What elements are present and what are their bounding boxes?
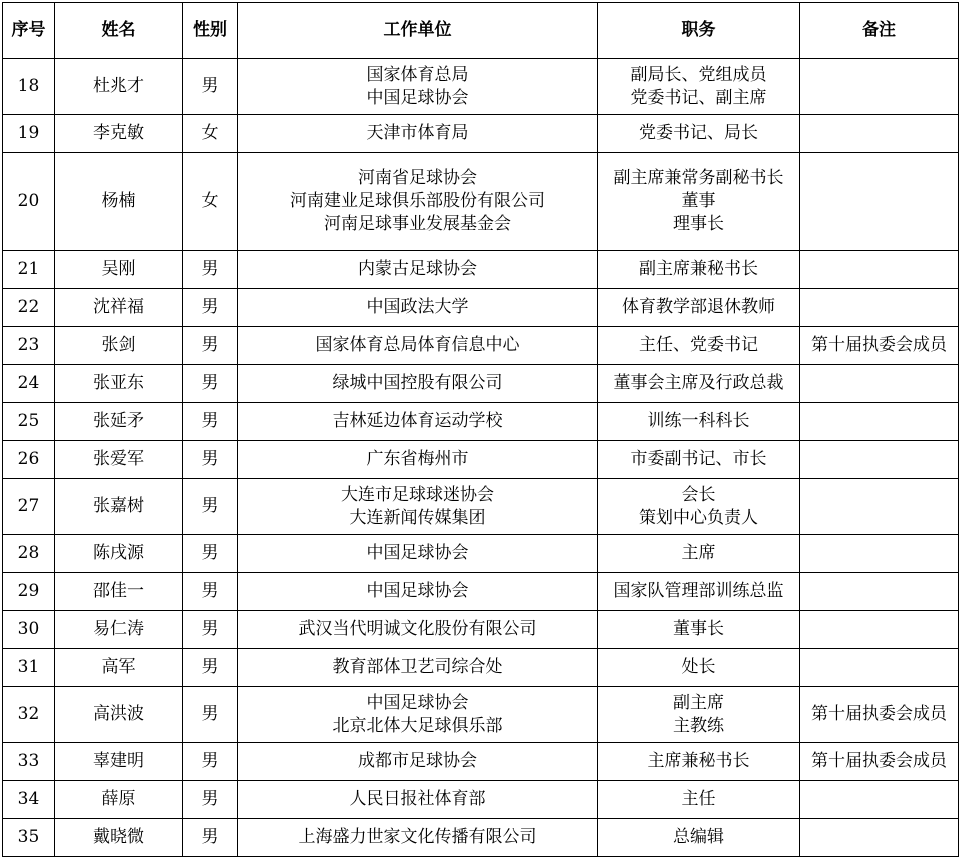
cell-unit xyxy=(238,365,598,403)
cell-note xyxy=(800,115,959,153)
cell-position-line: 市委副书记、市长 xyxy=(630,449,767,469)
cell-gender: 男 xyxy=(183,289,238,327)
cell-position-line: 主任、党委书记 xyxy=(639,335,758,355)
cell-gender: 男 xyxy=(183,781,238,819)
cell-note xyxy=(800,153,959,251)
cell-position-line: 处长 xyxy=(681,657,716,677)
cell-gender: 男 xyxy=(183,327,238,365)
cell-unit-line: 国家体育总局体育信息中心 xyxy=(315,335,520,355)
cell-no: 28 xyxy=(3,535,55,573)
cell-name: 张嘉树 xyxy=(55,479,183,535)
cell-unit xyxy=(238,327,598,365)
table-row xyxy=(3,611,959,649)
cell-no: 29 xyxy=(3,573,55,611)
table-row xyxy=(3,153,959,251)
cell-unit-line: 绿城中国控股有限公司 xyxy=(332,373,503,393)
table-row xyxy=(3,687,959,743)
cell-unit-line: 北京北体大足球俱乐部 xyxy=(332,715,503,736)
cell-gender: 男 xyxy=(183,535,238,573)
cell-unit xyxy=(238,687,598,743)
header-name: 姓名 xyxy=(55,3,183,59)
table-body xyxy=(3,59,959,857)
cell-unit xyxy=(238,441,598,479)
cell-position xyxy=(598,649,800,687)
cell-unit-line: 广东省梅州市 xyxy=(366,449,469,469)
cell-unit-line: 河南建业足球俱乐部股份有限公司 xyxy=(290,191,545,211)
cell-position-line: 党委书记、局长 xyxy=(639,123,758,143)
cell-position-line: 体育教学部退休教师 xyxy=(622,297,775,317)
cell-no: 27 xyxy=(3,479,55,535)
table-row xyxy=(3,743,959,781)
cell-unit-line: 中国政法大学 xyxy=(366,297,469,317)
cell-gender: 男 xyxy=(183,403,238,441)
cell-position-line: 党委书记、副主席 xyxy=(630,87,767,108)
cell-note xyxy=(800,649,959,687)
table-row xyxy=(3,59,959,115)
cell-name: 易仁涛 xyxy=(55,611,183,649)
cell-unit-line: 成都市足球协会 xyxy=(358,751,477,771)
cell-no: 19 xyxy=(3,115,55,153)
cell-gender: 女 xyxy=(183,153,238,251)
cell-position-line: 训练一科科长 xyxy=(647,411,750,431)
cell-gender: 男 xyxy=(183,649,238,687)
cell-no: 34 xyxy=(3,781,55,819)
cell-position xyxy=(598,153,800,251)
cell-unit-line: 中国足球协会 xyxy=(366,581,469,601)
cell-unit-line: 天津市体育局 xyxy=(366,123,469,143)
cell-position-line: 理事长 xyxy=(673,214,724,234)
member-table xyxy=(2,2,959,857)
cell-note: 第十届执委会成员 xyxy=(800,687,959,743)
cell-gender: 男 xyxy=(183,59,238,115)
cell-unit xyxy=(238,403,598,441)
cell-note xyxy=(800,365,959,403)
cell-position xyxy=(598,611,800,649)
header-no: 序号 xyxy=(3,3,55,59)
header-row xyxy=(3,3,959,59)
cell-position-line: 总编辑 xyxy=(673,827,724,847)
cell-unit xyxy=(238,59,598,115)
cell-name: 张延矛 xyxy=(55,403,183,441)
cell-unit xyxy=(238,289,598,327)
cell-note xyxy=(800,251,959,289)
cell-gender: 男 xyxy=(183,687,238,743)
cell-note xyxy=(800,441,959,479)
cell-no: 22 xyxy=(3,289,55,327)
cell-name: 沈祥福 xyxy=(55,289,183,327)
cell-name: 高军 xyxy=(55,649,183,687)
cell-note xyxy=(800,535,959,573)
cell-note xyxy=(800,781,959,819)
cell-unit-line: 河南省足球协会 xyxy=(358,168,477,188)
cell-position xyxy=(598,535,800,573)
cell-gender: 男 xyxy=(183,479,238,535)
cell-note xyxy=(800,289,959,327)
cell-unit-line: 国家体育总局 xyxy=(366,64,469,85)
cell-position-line: 副局长、党组成员 xyxy=(630,64,767,85)
table-row xyxy=(3,819,959,857)
cell-name: 杨楠 xyxy=(55,153,183,251)
header-gender: 性别 xyxy=(183,3,238,59)
cell-no: 30 xyxy=(3,611,55,649)
cell-no: 24 xyxy=(3,365,55,403)
cell-unit xyxy=(238,479,598,535)
table-row xyxy=(3,251,959,289)
table-row xyxy=(3,535,959,573)
cell-note xyxy=(800,819,959,857)
cell-position xyxy=(598,687,800,743)
cell-gender: 男 xyxy=(183,743,238,781)
cell-name: 张剑 xyxy=(55,327,183,365)
cell-name: 薛原 xyxy=(55,781,183,819)
cell-position-line: 董事 xyxy=(681,191,716,211)
table-row xyxy=(3,573,959,611)
cell-no: 31 xyxy=(3,649,55,687)
table-row xyxy=(3,403,959,441)
cell-note xyxy=(800,573,959,611)
cell-position xyxy=(598,441,800,479)
cell-unit-line: 内蒙古足球协会 xyxy=(358,259,477,279)
cell-name: 陈戌源 xyxy=(55,535,183,573)
cell-name: 戴晓微 xyxy=(55,819,183,857)
cell-unit xyxy=(238,251,598,289)
cell-position xyxy=(598,743,800,781)
cell-position xyxy=(598,479,800,535)
cell-unit-line: 中国足球协会 xyxy=(366,692,469,713)
cell-no: 21 xyxy=(3,251,55,289)
header-unit: 工作单位 xyxy=(238,3,598,59)
cell-unit xyxy=(238,535,598,573)
cell-unit-line: 武汉当代明诚文化股份有限公司 xyxy=(298,619,537,639)
cell-position-line: 副主席 xyxy=(673,692,724,713)
cell-unit xyxy=(238,573,598,611)
cell-unit-line: 中国足球协会 xyxy=(366,543,469,563)
cell-note xyxy=(800,479,959,535)
table-row xyxy=(3,441,959,479)
cell-unit xyxy=(238,743,598,781)
cell-unit xyxy=(238,649,598,687)
cell-no: 26 xyxy=(3,441,55,479)
cell-no: 18 xyxy=(3,59,55,115)
cell-unit-line: 上海盛力世家文化传播有限公司 xyxy=(298,827,537,847)
cell-position xyxy=(598,115,800,153)
cell-no: 25 xyxy=(3,403,55,441)
cell-position xyxy=(598,327,800,365)
cell-no: 23 xyxy=(3,327,55,365)
cell-name: 吴刚 xyxy=(55,251,183,289)
cell-position xyxy=(598,251,800,289)
cell-position-line: 主任 xyxy=(681,789,716,809)
cell-no: 20 xyxy=(3,153,55,251)
cell-position-line: 国家队管理部训练总监 xyxy=(613,581,784,601)
cell-no: 32 xyxy=(3,687,55,743)
cell-position xyxy=(598,365,800,403)
cell-name: 杜兆才 xyxy=(55,59,183,115)
cell-name: 辜建明 xyxy=(55,743,183,781)
table-row xyxy=(3,365,959,403)
cell-unit-line: 人民日报社体育部 xyxy=(349,789,486,809)
cell-position-line: 会长 xyxy=(681,484,716,505)
cell-unit xyxy=(238,115,598,153)
cell-unit-line: 中国足球协会 xyxy=(366,87,469,108)
cell-gender: 男 xyxy=(183,251,238,289)
cell-position-line: 主席 xyxy=(681,543,716,563)
cell-position-line: 董事长 xyxy=(673,619,724,639)
cell-gender: 男 xyxy=(183,573,238,611)
cell-position xyxy=(598,781,800,819)
cell-note: 第十届执委会成员 xyxy=(800,743,959,781)
cell-position-line: 副主席兼秘书长 xyxy=(639,259,758,279)
cell-unit-line: 大连新闻传媒集团 xyxy=(349,507,486,528)
cell-position xyxy=(598,59,800,115)
table-row xyxy=(3,479,959,535)
cell-gender: 女 xyxy=(183,115,238,153)
cell-unit xyxy=(238,153,598,251)
cell-unit-line: 吉林延边体育运动学校 xyxy=(332,411,503,431)
table-row xyxy=(3,649,959,687)
cell-unit-line: 教育部体卫艺司综合处 xyxy=(332,657,503,677)
cell-note xyxy=(800,403,959,441)
cell-unit-line: 河南足球事业发展基金会 xyxy=(324,214,511,234)
cell-unit xyxy=(238,781,598,819)
cell-note xyxy=(800,59,959,115)
table-row xyxy=(3,289,959,327)
cell-unit xyxy=(238,819,598,857)
header-note: 备注 xyxy=(800,3,959,59)
cell-gender: 男 xyxy=(183,441,238,479)
cell-no: 33 xyxy=(3,743,55,781)
cell-no: 35 xyxy=(3,819,55,857)
cell-position-line: 策划中心负责人 xyxy=(639,507,758,528)
cell-position xyxy=(598,573,800,611)
cell-name: 张爱军 xyxy=(55,441,183,479)
table-row xyxy=(3,781,959,819)
cell-position xyxy=(598,403,800,441)
table-row xyxy=(3,327,959,365)
cell-position-line: 主教练 xyxy=(673,715,724,736)
cell-gender: 男 xyxy=(183,819,238,857)
cell-note xyxy=(800,611,959,649)
cell-name: 张亚东 xyxy=(55,365,183,403)
cell-position xyxy=(598,289,800,327)
cell-unit-line: 大连市足球球迷协会 xyxy=(341,484,494,505)
cell-position-line: 董事会主席及行政总裁 xyxy=(613,373,784,393)
cell-unit xyxy=(238,611,598,649)
cell-position xyxy=(598,819,800,857)
table-row xyxy=(3,115,959,153)
header-position: 职务 xyxy=(598,3,800,59)
cell-name: 李克敏 xyxy=(55,115,183,153)
cell-note: 第十届执委会成员 xyxy=(800,327,959,365)
cell-position-line: 主席兼秘书长 xyxy=(647,751,750,771)
cell-name: 邵佳一 xyxy=(55,573,183,611)
cell-position-line: 副主席兼常务副秘书长 xyxy=(613,168,784,188)
cell-name: 高洪波 xyxy=(55,687,183,743)
cell-gender: 男 xyxy=(183,365,238,403)
cell-gender: 男 xyxy=(183,611,238,649)
